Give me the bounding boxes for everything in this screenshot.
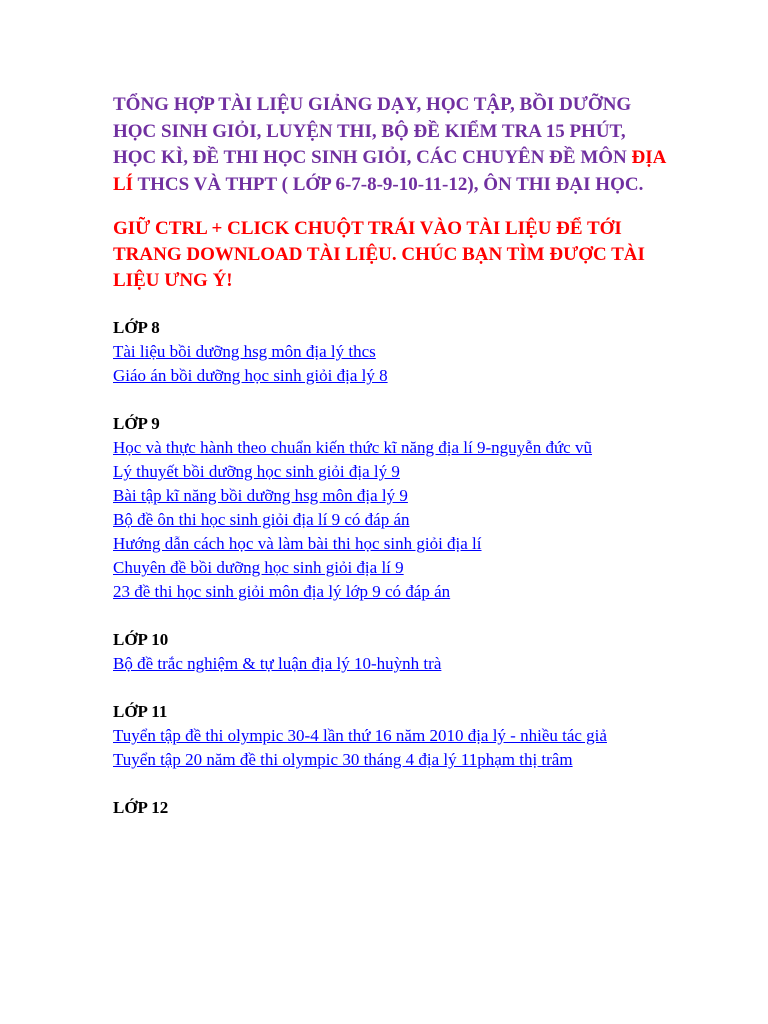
document-link[interactable]: Bộ đề ôn thi học sinh giỏi địa lí 9 có đáp án	[113, 510, 410, 529]
section-lop-9	[113, 412, 673, 604]
document-link[interactable]: Bộ đề trắc nghiệm & tự luận địa lý 10-huỳnh trà	[113, 654, 442, 673]
list-item	[113, 556, 673, 580]
list-item	[113, 652, 673, 676]
document-link[interactable]: 23 đề thi học sinh giỏi môn địa lý lớp 9 có đáp án	[113, 582, 451, 601]
list-item	[113, 748, 673, 772]
section-title: LỚP 10	[113, 630, 169, 649]
section-title: LỚP 12	[113, 798, 169, 817]
section-lop-12	[113, 796, 673, 820]
section-title: LỚP 9	[113, 414, 160, 433]
link-list	[113, 340, 673, 388]
document-link[interactable]: Học và thực hành theo chuẩn kiến thức kĩ năng địa lí 9-nguyễn đức vũ	[113, 438, 592, 457]
list-item	[113, 532, 673, 556]
link-list	[113, 436, 673, 604]
document-link[interactable]: Tuyển tập 20 năm đề thi olympic 30 tháng 4 địa lý 11phạm thị trâm	[113, 750, 573, 769]
list-item	[113, 340, 673, 364]
section-lop-11	[113, 700, 673, 772]
list-item	[113, 484, 673, 508]
document-link[interactable]: Bài tập kĩ năng bồi dưỡng hsg môn địa lý 9	[113, 486, 408, 505]
intro-subject-highlight: ĐỊA LÍ	[113, 147, 666, 195]
document-link[interactable]: Chuyên đề bồi dưỡng học sinh giỏi địa lí 9	[113, 558, 404, 577]
download-notice: GIỮ CTRL + CLICK CHUỘT TRÁI VÀO TÀI LIỆU ĐỂ TỚI TRANG DOWNLOAD TÀI LIỆU. CHÚC BẠN TÌM ĐƯỢC TÀI LIỆU ƯNG Ý!	[113, 218, 645, 291]
section-lop-8	[113, 316, 673, 388]
document-link[interactable]: Lý thuyết bồi dưỡng học sinh giỏi địa lý 9	[113, 462, 400, 481]
list-item	[113, 364, 673, 388]
intro-text-part2: THCS VÀ THPT ( LỚP 6-7-8-9-10-11-12), ÔN THI ĐẠI HỌC.	[133, 173, 644, 195]
section-lop-10	[113, 628, 673, 676]
intro-text-part1: TỔNG HỢP TÀI LIỆU GIẢNG DẠY, HỌC TẬP, BỒI DƯỠNG HỌC SINH GIỎI, LUYỆN THI, BỘ ĐỀ KIỂM TRA 15 PHÚT, HỌC KÌ, ĐỀ THI HỌC SINH GIỎI, CÁC CHUYÊN ĐỀ MÔN	[113, 94, 632, 168]
section-title: LỚP 11	[113, 702, 168, 721]
document-body	[113, 92, 673, 820]
list-item	[113, 724, 673, 748]
document-link[interactable]: Tuyển tập đề thi olympic 30-4 lần thứ 16 năm 2010 địa lý - nhiều tác giả	[113, 726, 607, 745]
list-item	[113, 508, 673, 532]
link-list	[113, 724, 673, 772]
document-link[interactable]: Giáo án bồi dưỡng học sinh giỏi địa lý 8	[113, 366, 388, 385]
document-link[interactable]: Hướng dẫn cách học và làm bài thi học sinh giỏi địa lí	[113, 534, 482, 553]
intro-heading	[113, 92, 673, 198]
link-list	[113, 652, 673, 676]
list-item	[113, 460, 673, 484]
list-item	[113, 436, 673, 460]
document-link[interactable]: Tài liệu bồi dưỡng hsg môn địa lý thcs	[113, 342, 376, 361]
list-item	[113, 580, 673, 604]
section-title: LỚP 8	[113, 318, 160, 337]
